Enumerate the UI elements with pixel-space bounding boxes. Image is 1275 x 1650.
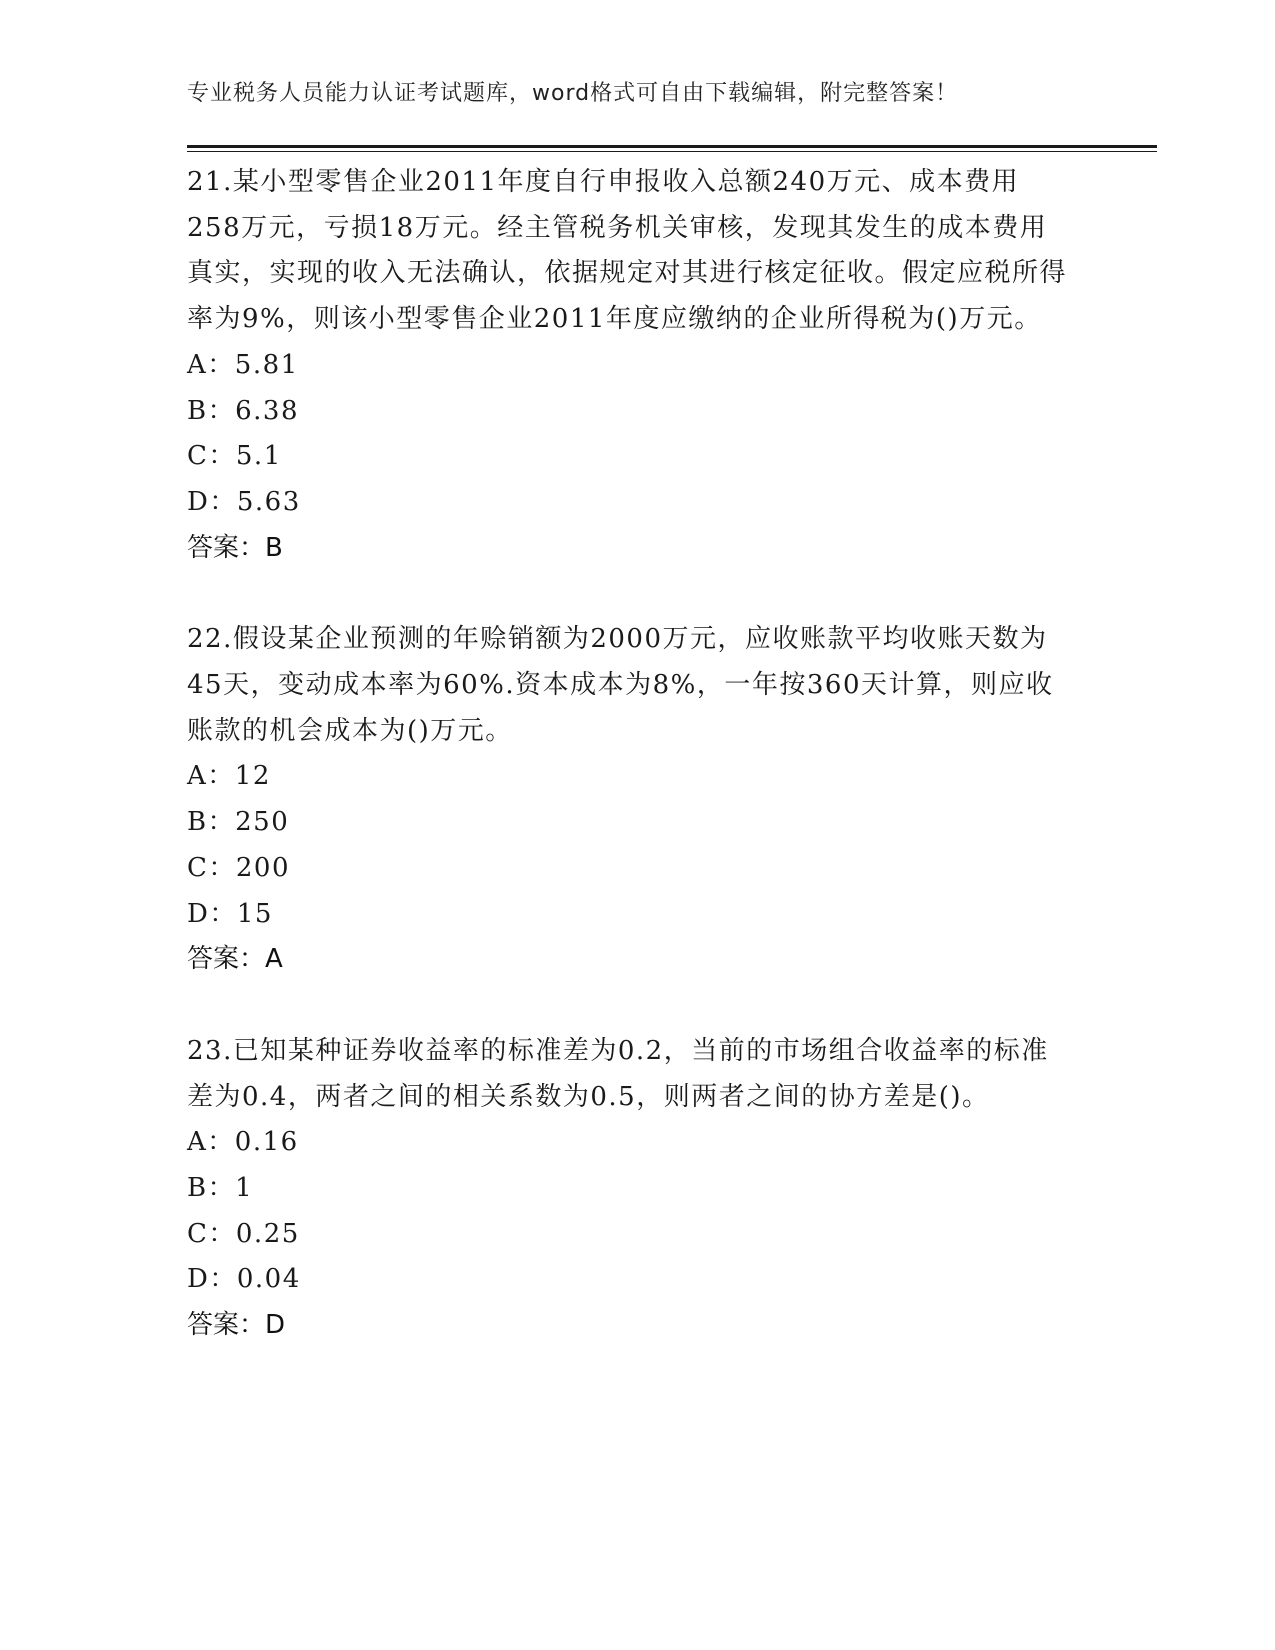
question-21 bbox=[187, 160, 1067, 571]
question-stem: 22.假设某企业预测的年赊销额为2000万元，应收账款平均收账天数为45天，变动成本率为60%.资本成本为8%，一年按360天计算，则应收账款的机会成本为()万元。 bbox=[187, 624, 1054, 746]
header-rule-thick bbox=[187, 145, 1157, 148]
question-list bbox=[187, 160, 1067, 1395]
option-a: A：5.81 bbox=[187, 349, 299, 380]
question-stem: 23.已知某种证券收益率的标准差为0.2，当前的市场组合收益率的标准差为0.4，两者之间的相关系数为0.5，则两者之间的协方差是()。 bbox=[187, 1035, 1049, 1112]
option-a: A：0.16 bbox=[187, 1127, 299, 1158]
answer-line: 答案：B bbox=[187, 532, 283, 563]
option-d: D：15 bbox=[187, 898, 273, 929]
option-b: B：6.38 bbox=[187, 395, 299, 426]
option-b: B：1 bbox=[187, 1173, 254, 1204]
question-22 bbox=[187, 617, 1067, 983]
header-rule-thin bbox=[187, 151, 1157, 152]
answer-line: 答案：A bbox=[187, 944, 283, 975]
option-c: C：0.25 bbox=[187, 1218, 300, 1249]
answer-line: 答案：D bbox=[187, 1310, 286, 1341]
question-23 bbox=[187, 1029, 1067, 1349]
option-c: C：5.1 bbox=[187, 441, 282, 472]
page-header: 专业税务人员能力认证考试题库，word格式可自由下载编辑，附完整答案！ bbox=[187, 81, 959, 106]
question-stem: 21.某小型零售企业2011年度自行申报收入总额240万元、成本费用258万元，亏损18万元。经主管税务机关审核，发现其发生的成本费用真实，实现的收入无法确认，依据规定对其进行核定征收。假定应税所得率为9%，则该小型零售企业2011年度应缴纳的企业所得税为()万元。 bbox=[187, 167, 1068, 335]
option-d: D：5.63 bbox=[187, 486, 301, 517]
option-a: A：12 bbox=[187, 761, 271, 792]
option-b: B：250 bbox=[187, 807, 290, 838]
option-d: D：0.04 bbox=[187, 1264, 301, 1295]
option-c: C：200 bbox=[187, 852, 291, 883]
